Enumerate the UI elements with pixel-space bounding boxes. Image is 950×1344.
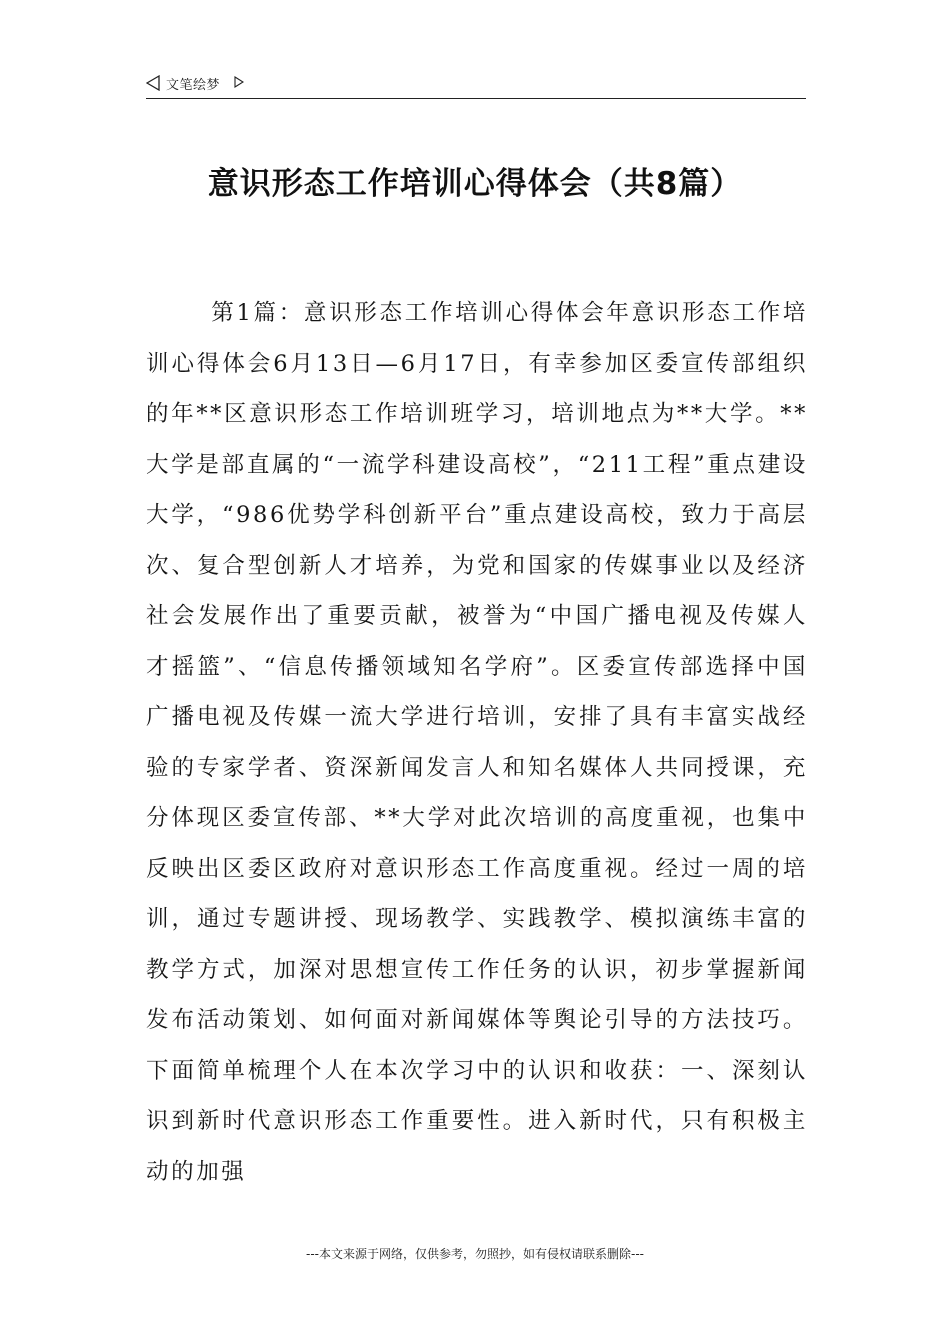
document-body: 第1篇：意识形态工作培训心得体会年意识形态工作培训心得体会6月13日—6月17日，有幸参加区委宣传部组织的年**区意识形态工作培训班学习，培训地点为**大学。**大学是部直属的“一流学科建设高校”，“211工程”重点建设大学，“986优势学科创新平台”重点建设高校，致力于高层次、复合型创新人才培养，为党和国家的传媒事业以及经济社会发展作出了重要贡献，被誉为“中国广播电视及传媒人才摇篮”、“信息传播领域知名学府”。区委宣传部选择中国广播电视及传媒一流大学进行培训，安排了具有丰富实战经验的专家学者、资深新闻发言人和知名媒体人共同授课，充分体现区委宣传部、**大学对此次培训的高度重视，也集中反映出区委区政府对意识形态工作高度重视。经过一周的培训，通过专题讲授、现场教学、实践教学、模拟演练丰富的教学方式，加深对思想宣传工作任务的认识，初步掌握新闻发布活动策划、如何面对新闻媒体等舆论引导的方法技巧。下面简单梳理个人在本次学习中的认识和收获：一、深刻认识到新时代意识形态工作重要性。进入新时代，只有积极主动的加强: [146, 300, 808, 1185]
page-footer: ---本文来源于网络，仅供参考，勿照抄，如有侵权请联系删除---: [306, 1247, 644, 1261]
document-title: 意识形态工作培训心得体会（共8篇）: [207, 166, 743, 202]
triangle-right-icon: [234, 76, 244, 88]
page-header: [146, 72, 806, 99]
header-brand: 文笔绘梦: [166, 78, 221, 93]
triangle-left-icon: [146, 75, 160, 91]
